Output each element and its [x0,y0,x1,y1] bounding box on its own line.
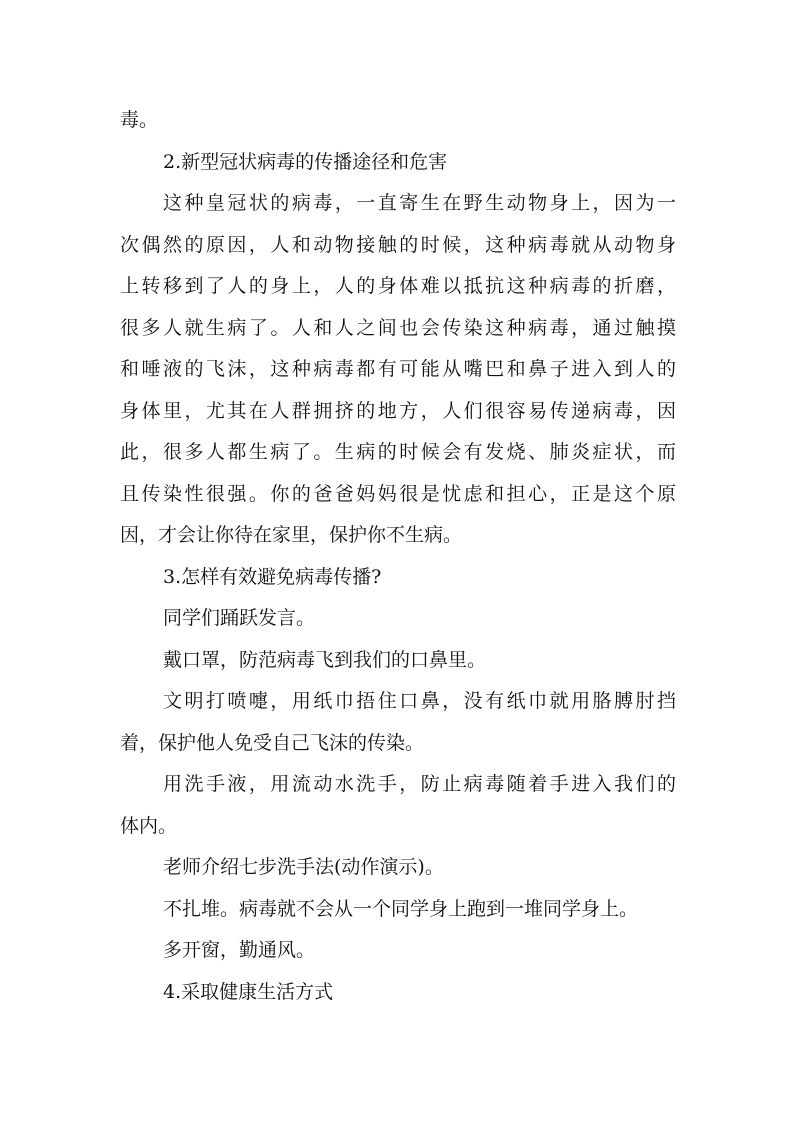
paragraph-line: 老师介绍七步洗手法(动作演示)。 [163,856,444,878]
paragraph-line: 体内。 [120,814,178,837]
paragraph-line: 上转移到了人的身上，人的身体难以抵抗这种病毒的折磨， [120,275,676,297]
section-heading-prevention: 3.怎样有效避免病毒传播? [163,565,382,588]
paragraph-line: 很多人就生病了。人和人之间也会传染这种病毒，通过触摸 [120,316,676,339]
paragraph-line-continuation: 毒。 [120,109,159,131]
document-body [120,100,676,1013]
paragraph-line: 这种皇冠状的病毒，一直寄生在野生动物身上，因为一 [163,192,676,214]
paragraph-line: 次偶然的原因，人和动物接触的时候，这种病毒就从动物身 [120,233,676,256]
paragraph-line: 不扎堆。病毒就不会从一个同学身上跑到一堆同学身上。 [163,897,639,920]
paragraph-line: 此，很多人都生病了。生病的时候会有发烧、肺炎症状，而 [120,441,676,463]
paragraph-line: 戴口罩，防范病毒飞到我们的口鼻里。 [163,648,487,671]
paragraph-line: 因，才会让你待在家里，保护你不生病。 [120,524,463,546]
paragraph-line: 和唾液的飞沫，这种病毒都有可能从嘴巴和鼻子进入到人的 [120,358,676,380]
section-heading-transmission: 2.新型冠状病毒的传播途径和危害 [163,150,448,173]
paragraph-line: 同学们踊跃发言。 [163,607,316,629]
paragraph-line: 且传染性很强。你的爸爸妈妈很是忧虑和担心，正是这个原 [120,482,676,505]
paragraph-line: 着，保护他人免受自己飞沫的传染。 [120,731,425,754]
section-heading-healthy-lifestyle: 4.采取健康生活方式 [163,980,334,1003]
paragraph-line: 多开窗，勤通风。 [163,939,316,961]
paragraph-line: 身体里，尤其在人群拥挤的地方，人们很容易传递病毒，因 [120,399,676,422]
paragraph-line: 文明打喷嚏，用纸巾捂住口鼻，没有纸巾就用胳膊肘挡 [163,690,676,712]
paragraph-line: 用洗手液，用流动水洗手，防止病毒随着手进入我们的 [163,773,676,795]
